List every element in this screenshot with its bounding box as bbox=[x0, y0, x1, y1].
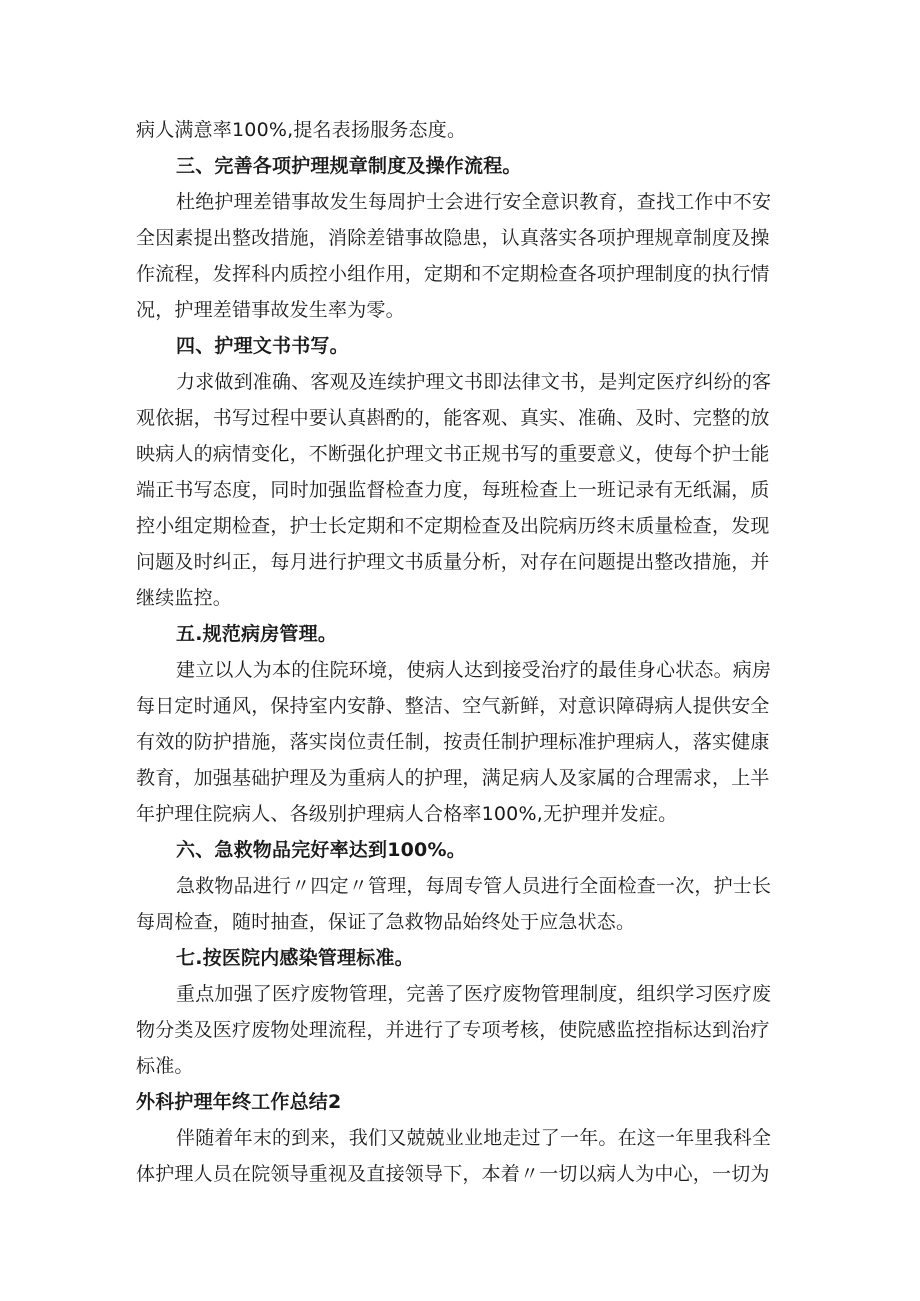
body-text-line: 病人满意率100%,提名表扬服务态度。 bbox=[136, 119, 467, 141]
section-heading-4: 四、护理文书书写。 bbox=[176, 335, 349, 357]
body-text-line: 杜绝护理差错事故发生每周护士会进行安全意识教育，查找工作中不安 bbox=[176, 191, 772, 213]
section-heading-3: 三、完善各项护理规章制度及操作流程。 bbox=[176, 155, 522, 177]
body-text-line: 力求做到准确、客观及连续护理文书即法律文书，是判定医疗纠纷的客 bbox=[176, 371, 772, 393]
body-text-line: 作流程，发挥科内质控小组作用，定期和不定期检查各项护理制度的执行情 bbox=[136, 263, 770, 285]
body-text-line: 况，护理差错事故发生率为零。 bbox=[136, 299, 405, 321]
body-text-line: 建立以人为本的住院环境，使病人达到接受治疗的最佳身心状态。病房 bbox=[176, 659, 772, 681]
body-text-line: 全因素提出整改措施，消除差错事故隐患，认真落实各项护理规章制度及操 bbox=[136, 227, 770, 249]
body-text-line: 重点加强了医疗废物管理，完善了医疗废物管理制度，组织学习医疗废 bbox=[176, 983, 772, 1005]
body-text-line: 教育，加强基础护理及为重病人的护理，满足病人及家属的合理需求，上半 bbox=[136, 767, 770, 789]
body-text-line: 每周检查，随时抽查，保证了急救物品始终处于应急状态。 bbox=[136, 911, 636, 933]
section-heading-5: 五.规范病房管理。 bbox=[176, 623, 338, 645]
body-text-line: 物分类及医疗废物处理流程，并进行了专项考核，使院感监控指标达到治疗 bbox=[136, 1019, 770, 1041]
document-title: 外科护理年终工作总结2 bbox=[136, 1091, 342, 1113]
body-text-line: 每日定时通风，保持室内安静、整洁、空气新鲜，对意识障碍病人提供安全 bbox=[136, 695, 770, 717]
body-text-line: 标准。 bbox=[136, 1055, 194, 1077]
body-text-line: 继续监控。 bbox=[136, 587, 233, 609]
body-text-line: 观依据，书写过程中要认真斟酌的，能客观、真实、准确、及时、完整的放 bbox=[136, 407, 770, 429]
body-text-line: 体护理人员在院领导重视及直接领导下，本着〃一切以病人为中心，一切为 bbox=[136, 1163, 770, 1185]
section-heading-6: 六、急救物品完好率达到100%。 bbox=[176, 839, 466, 861]
body-text-line: 控小组定期检查，护士长定期和不定期检查及出院病历终末质量检查，发现 bbox=[136, 515, 770, 537]
section-heading-7: 七.按医院内感染管理标准。 bbox=[176, 947, 414, 969]
body-text-line: 伴随着年末的到来，我们又兢兢业业地走过了一年。在这一年里我科全 bbox=[176, 1127, 772, 1149]
body-text-line: 端正书写态度，同时加强监督检查力度，每班检查上一班记录有无纸漏，质 bbox=[136, 479, 770, 501]
body-text-line: 映病人的病情变化，不断强化护理文书正规书写的重要意义，使每个护士能 bbox=[136, 443, 770, 465]
body-text-line: 急救物品进行〃四定〃管理，每周专管人员进行全面检查一次，护士长 bbox=[176, 875, 772, 897]
body-text-line: 年护理住院病人、各级别护理病人合格率100%,无护理并发症。 bbox=[136, 803, 678, 825]
body-text-line: 问题及时纠正，每月进行护理文书质量分析，对存在问题提出整改措施，并 bbox=[136, 551, 770, 573]
body-text-line: 有效的防护措施，落实岗位责任制，按责任制护理标准护理病人，落实健康 bbox=[136, 731, 770, 753]
